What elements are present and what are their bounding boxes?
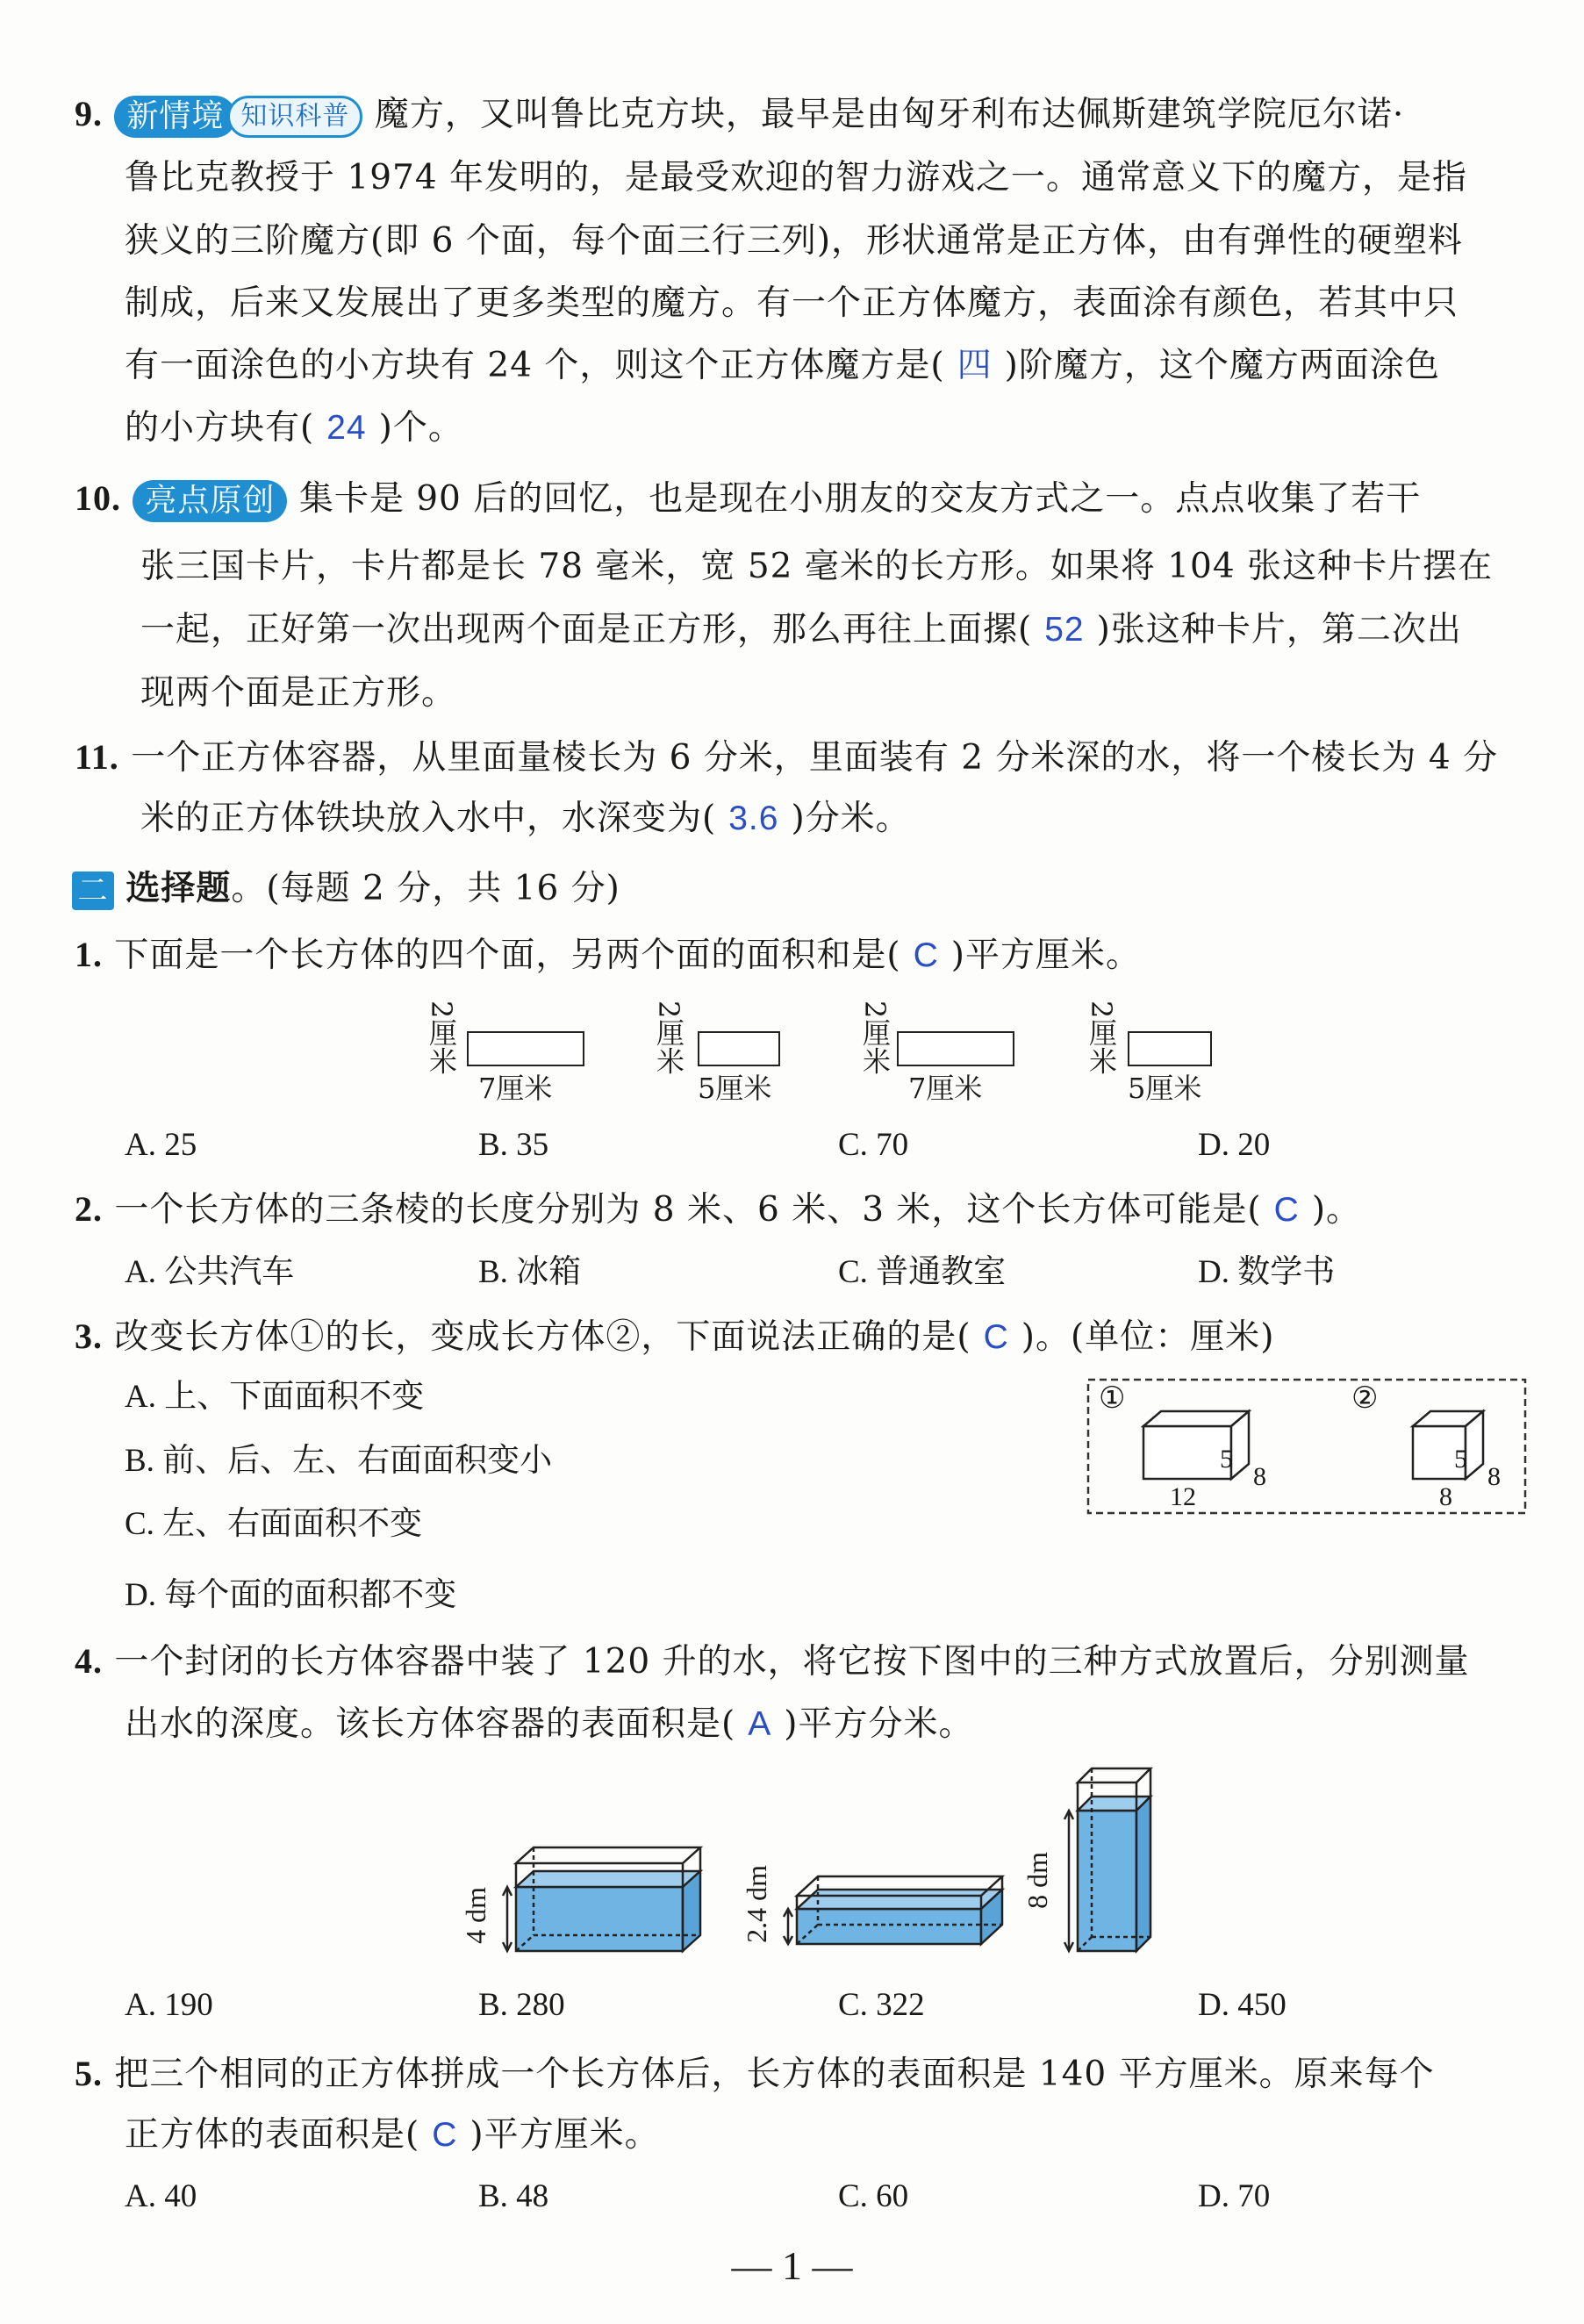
- c1-answer: C: [913, 936, 939, 974]
- c3-cuboid2-height: 8: [1487, 1462, 1501, 1491]
- q11-text-2a: 米的正方体铁块放入水中，水深变为(: [140, 799, 717, 838]
- c3-stem: [75, 1312, 1274, 1362]
- c3-answer: C: [983, 1318, 1009, 1356]
- c3-cuboid1-height: 8: [1253, 1462, 1266, 1491]
- c5-option-b: B. 48: [478, 2178, 549, 2214]
- c4-option-a: A. 190: [125, 1987, 213, 2023]
- c4-stem-1: [75, 1637, 1470, 1687]
- q9-text-4: 制成，后来又发展出了更多类型的魔方。有一个正方体魔方，表面涂有颜色，若其中只: [125, 283, 1459, 323]
- q10-answer: 52: [1044, 611, 1085, 649]
- q9-line2: [125, 154, 1467, 203]
- q9-line4: [125, 279, 1459, 328]
- c2-text-a: 一个长方体的三条棱的长度分别为 8 米、6 米、3 米，这个长方体可能是(: [114, 1190, 1262, 1230]
- c1-text-a: 下面是一个长方体的四个面，另两个面的面积和是(: [114, 936, 901, 975]
- c2-option-a: A. 公共汽车: [125, 1254, 295, 1290]
- q10-text-2: 张三国卡片，卡片都是长 78 毫米，宽 52 毫米的长方形。如果将 104 张这种卡片摆在: [140, 547, 1494, 586]
- c4-depth-3: 8 dm: [1021, 1852, 1053, 1909]
- section-2-title: 选择题: [125, 869, 232, 908]
- c1-option-b: B. 35: [478, 1127, 549, 1163]
- q9-line6: [125, 404, 463, 453]
- c3-text-b: )。(单位：厘米): [1021, 1317, 1275, 1357]
- c1-stem: [75, 930, 1141, 980]
- c5-option-d: D. 70: [1198, 2178, 1271, 2214]
- q11-line1: [75, 733, 1498, 783]
- c3-option-d: D. 每个面的面积都不变: [125, 1577, 457, 1613]
- q9-text-6b: )个。: [378, 408, 463, 448]
- c1-option-a: A. 25: [125, 1127, 197, 1163]
- c4-option-b: B. 280: [478, 1987, 565, 2023]
- section-2-header: [72, 864, 620, 914]
- c4-stem-2: [125, 1700, 973, 1749]
- c3-option-c: C. 左、右面面积不变: [125, 1506, 423, 1542]
- c3-cuboid-1: [1143, 1411, 1249, 1479]
- q11-number: 11.: [75, 737, 119, 777]
- q9-line3: [125, 217, 1463, 266]
- c3-cuboid2-length: 8: [1439, 1482, 1452, 1511]
- c1-fig3-rect: [897, 1031, 1014, 1066]
- c1-fig1-side-label: 2厘米: [425, 1001, 458, 1075]
- q9-line5: [125, 341, 1440, 391]
- q10-line4: [140, 669, 456, 718]
- c4-option-c: C. 322: [838, 1987, 925, 2023]
- c5-answer: C: [432, 2116, 458, 2154]
- c4-answer: A: [748, 1705, 772, 1743]
- q9-tag-knowledge: 知识科普: [227, 96, 362, 138]
- c4-number: 4.: [75, 1641, 103, 1681]
- q9-text-1: 魔方，又叫鲁比克方块，最早是由匈牙利布达佩斯建筑学院厄尔诺·: [374, 95, 1405, 134]
- q9-text-5a: 有一面涂色的小方块有 24 个，则这个正方体魔方是(: [125, 346, 945, 385]
- c1-fig3-bottom-label: 7厘米: [908, 1072, 983, 1105]
- q10-line2: [140, 542, 1493, 592]
- c1-text-b: )平方厘米。: [950, 936, 1142, 975]
- c2-option-d: D. 数学书: [1198, 1254, 1336, 1290]
- page-number: — 1 —: [731, 2243, 853, 2288]
- c2-stem: [75, 1185, 1361, 1235]
- c3-label-2: ②: [1351, 1381, 1379, 1416]
- c1-fig3-side-label: 2厘米: [858, 1001, 892, 1075]
- c3-cuboid1-length: 12: [1170, 1482, 1196, 1511]
- c1-fig4-rect: [1128, 1031, 1212, 1066]
- q10-line3: [140, 606, 1462, 655]
- q9-answer-2: 24: [326, 409, 367, 447]
- c4-container-1: [503, 1847, 700, 1951]
- section-2-note: 。(每题 2 分，共 16 分): [231, 869, 620, 908]
- c1-fig2-bottom-label: 5厘米: [698, 1072, 772, 1105]
- c3-option-b: B. 前、后、左、右面面积变小: [125, 1443, 553, 1479]
- q10-text-4: 现两个面是正方形。: [140, 673, 457, 713]
- c4-figures: [456, 1764, 1193, 1962]
- c5-text-1: 把三个相同的正方体拼成一个长方体后，长方体的表面积是 140 平方厘米。原来每个: [114, 2055, 1435, 2094]
- q9-text-5b: )阶魔方，这个魔方两面涂色: [1004, 346, 1440, 385]
- q9-line1: [75, 90, 1404, 140]
- c4-text-2a: 出水的深度。该长方体容器的表面积是(: [125, 1704, 736, 1744]
- c4-depth-2: 2.4 dm: [741, 1865, 772, 1943]
- c2-answer: C: [1273, 1191, 1300, 1229]
- c1-option-d: D. 20: [1198, 1127, 1271, 1163]
- c5-number: 5.: [75, 2054, 103, 2093]
- c4-text-1: 一个封闭的长方体容器中装了 120 升的水，将它按下图中的三种方式放置后，分别测量: [114, 1642, 1470, 1682]
- q11-answer: 3.6: [728, 800, 779, 837]
- c1-fig2-side-label: 2厘米: [652, 1001, 685, 1075]
- c1-fig2-rect: [698, 1031, 780, 1066]
- c5-stem-1: [75, 2049, 1435, 2099]
- c3-label-1: ①: [1099, 1381, 1126, 1416]
- c1-number: 1.: [75, 935, 103, 974]
- q9-text-6a: 的小方块有(: [125, 408, 315, 448]
- c4-depth-1: 4 dm: [460, 1887, 491, 1944]
- c1-option-c: C. 70: [838, 1127, 909, 1163]
- c4-option-d: D. 450: [1198, 1987, 1287, 2023]
- q11-text-2b: )分米。: [791, 799, 911, 838]
- c4-text-2b: )平方分米。: [784, 1704, 974, 1744]
- c5-stem-2: [125, 2111, 660, 2160]
- c3-number: 3.: [75, 1316, 103, 1356]
- c3-option-a: A. 上、下面面积不变: [125, 1379, 425, 1415]
- q9-answer-1: 四: [957, 347, 993, 384]
- q9-text-3: 狭义的三阶魔方(即 6 个面，每个面三行三列)，形状通常是正方体，由有弹性的硬塑料: [125, 221, 1464, 261]
- c2-text-b: )。: [1311, 1190, 1362, 1230]
- c1-fig1-bottom-label: 7厘米: [478, 1072, 553, 1105]
- c5-text-2a: 正方体的表面积是(: [125, 2115, 420, 2155]
- c2-option-c: C. 普通教室: [838, 1254, 1007, 1290]
- c1-fig4-side-label: 2厘米: [1085, 1001, 1118, 1075]
- q9-tag-new-context: 新情境: [114, 96, 236, 138]
- c2-number: 2.: [75, 1189, 103, 1229]
- q11-text-1: 一个正方体容器，从里面量棱长为 6 分米，里面装有 2 分米深的水，将一个棱长为 4 分: [131, 738, 1499, 778]
- section-2-badge: 二: [72, 872, 114, 910]
- c3-cuboid2-width: 5: [1454, 1445, 1467, 1474]
- q10-text-3b: )张这种卡片，第二次出: [1096, 610, 1462, 649]
- c1-fig4-bottom-label: 5厘米: [1128, 1072, 1202, 1105]
- c1-fig1-rect: [467, 1031, 584, 1066]
- c5-text-2b: )平方厘米。: [469, 2115, 660, 2155]
- c4-container-3: [1064, 1768, 1150, 1951]
- q10-text-1: 集卡是 90 后的回忆，也是现在小朋友的交友方式之一。点点收集了若干: [298, 479, 1422, 519]
- c4-container-2: [784, 1876, 1002, 1944]
- q9-text-2: 鲁比克教授于 1974 年发明的，是最受欢迎的智力游戏之一。通常意义下的魔方，是指: [125, 158, 1468, 197]
- c5-option-a: A. 40: [125, 2178, 197, 2214]
- q9-number: 9.: [75, 94, 103, 133]
- q11-line2: [140, 794, 911, 843]
- c5-option-c: C. 60: [838, 2178, 909, 2214]
- c3-cuboid1-width: 5: [1220, 1445, 1233, 1474]
- c2-option-b: B. 冰箱: [478, 1254, 582, 1290]
- c3-text-a: 改变长方体①的长，变成长方体②，下面说法正确的是(: [114, 1317, 971, 1357]
- q10-number: 10.: [75, 478, 121, 518]
- q10-line1: [75, 474, 1421, 524]
- c3-cuboid-2: [1413, 1411, 1483, 1479]
- q10-tag-original: 亮点原创: [133, 480, 287, 522]
- q10-text-3a: 一起，正好第一次出现两个面是正方形，那么再往上面摞(: [140, 610, 1033, 649]
